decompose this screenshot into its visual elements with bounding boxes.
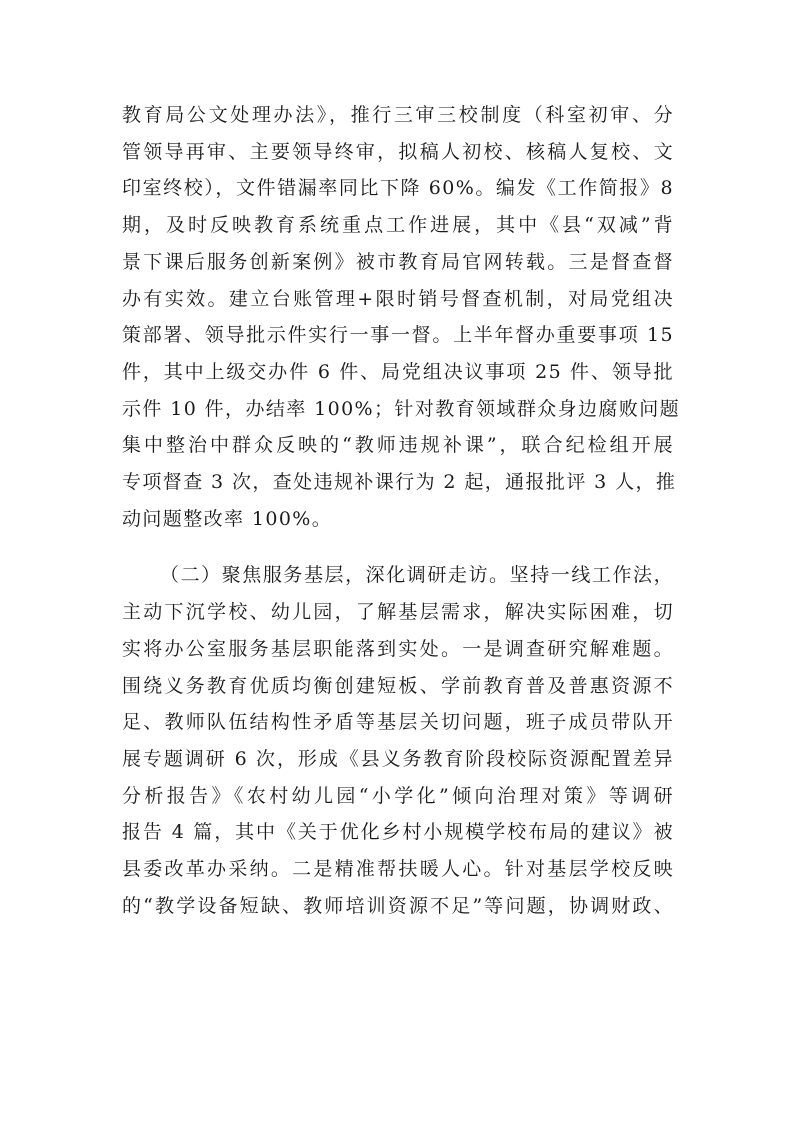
text-line: 办有实效。建立台账管理+限时销号督查机制，对局党组决 — [122, 287, 674, 310]
text-line: 印室终校），文件错漏率同比下降 60%。编发《工作简报》8 — [122, 177, 674, 200]
text-line: 足、教师队伍结构性矛盾等基层关切问题，班子成员带队开 — [122, 711, 674, 734]
text-line: 教育局公文处理办法》，推行三审三校制度（科室初审、分 — [122, 104, 674, 126]
text-line: 的“教学设备短缺、教师培训资源不足”等问题，协调财政、 — [122, 894, 674, 917]
text-line: 期，及时反映教育系统重点工作进展，其中《县“双减”背 — [122, 214, 674, 237]
text-line: 报告 4 篇，其中《关于优化乡村小规模学校布局的建议》被 — [122, 821, 674, 844]
text-line: 专项督查 3 次，查处违规补课行为 2 起，通报批评 3 人，推 — [122, 471, 677, 494]
text-line: 分析报告》《农村幼儿园“小学化”倾向治理对策》等调研 — [122, 784, 674, 807]
text-line: 围绕义务教育优质均衡创建短板、学前教育普及普惠资源不 — [122, 674, 674, 697]
text-line: 主动下沉学校、幼儿园，了解基层需求，解决实际困难，切 — [122, 601, 674, 624]
text-line: 景下课后服务创新案例》被市教育局官网转载。三是督查督 — [122, 250, 674, 273]
paragraph-gap — [122, 537, 674, 557]
text-line: 展专题调研 6 次，形成《县义务教育阶段校际资源配置差异 — [122, 747, 674, 770]
text-line: 实将办公室服务基层职能落到实处。一是调查研究解难题。 — [122, 637, 674, 660]
text-line: 管领导再审、主要领导终审，拟稿人初校、核稿人复校、文 — [122, 140, 674, 163]
document-body — [122, 97, 681, 924]
text-line: 动问题整改率 100%。 — [122, 507, 333, 530]
text-line: 件，其中上级交办件 6 件、局党组决议事项 25 件、领导批 — [122, 360, 674, 383]
text-line: 示件 10 件，办结率 100%；针对教育领域群众身边腐败问题 — [122, 397, 681, 420]
text-line: 县委改革办采纳。二是精准帮扶暖人心。针对基层学校反映 — [122, 858, 674, 881]
paragraph-2 — [122, 557, 674, 924]
text-line: 策部署、领导批示件实行一事一督。上半年督办重要事项 15 — [122, 324, 674, 347]
paragraph-1 — [122, 97, 681, 537]
text-line: （二）聚焦服务基层，深化调研走访。坚持一线工作法， — [160, 564, 674, 587]
text-line: 集中整治中群众反映的“教师违规补课”，联合纪检组开展 — [122, 434, 674, 457]
